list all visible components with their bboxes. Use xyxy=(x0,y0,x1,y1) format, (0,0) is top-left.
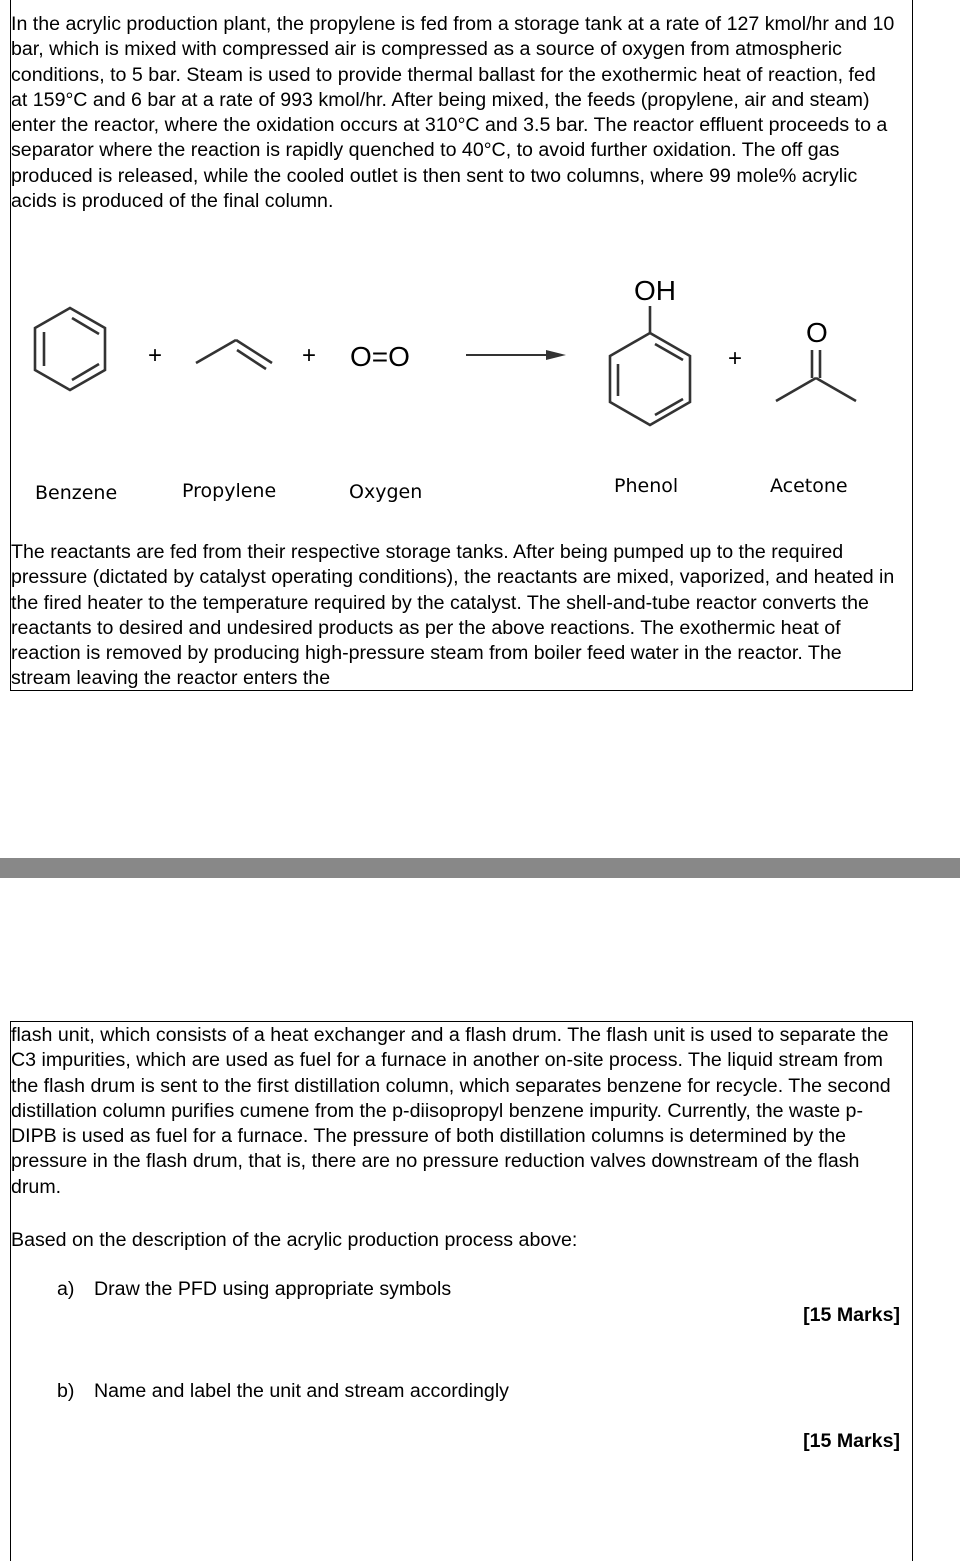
plus-sign-1: + xyxy=(148,342,163,369)
reaction-scheme xyxy=(0,260,960,450)
acetone-structure xyxy=(776,350,856,401)
propylene-structure xyxy=(196,340,272,369)
oxygen-formula: O=O xyxy=(350,341,410,372)
page-divider xyxy=(0,858,960,878)
phenol-oh-label: OH xyxy=(634,275,676,306)
reaction-arrow xyxy=(466,350,566,360)
flash-unit-paragraph: flash unit, which consists of a heat exchanger and a flash drum. The flash unit is used to separate the C3 impurities, which are used as fuel for a furnace in another on-site process. The liquid stream from the flash drum is sent to the first distillation column, which separates benzene for recycle. The second distillation column purifies cumene from the p-diisopropyl benzene impurity. Currently, the waste p-DIPB is used as fuel for a furnace. The pressure of both distillation columns is determined by the pressure in the flash drum, that is, there are no pressure reduction valves downstream of the flash drum. xyxy=(11,1024,891,1198)
propylene-label: Propylene xyxy=(182,480,277,502)
oxygen-label: Oxygen xyxy=(349,481,423,503)
question-b-label: b) xyxy=(57,1380,75,1402)
question-b-marks: [15 Marks] xyxy=(803,1430,900,1452)
plus-sign-2: + xyxy=(302,342,317,369)
benzene-label: Benzene xyxy=(35,482,118,504)
phenol-label: Phenol xyxy=(614,475,679,497)
question-a-text: Draw the PFD using appropriate symbols xyxy=(94,1278,452,1300)
question-prompt: Based on the description of the acrylic production process above: xyxy=(11,1229,578,1251)
acetone-label: Acetone xyxy=(770,475,848,497)
question-b xyxy=(57,1379,509,1404)
question-a-label: a) xyxy=(57,1278,75,1300)
plus-sign-3: + xyxy=(728,345,743,372)
acetone-o-label: O xyxy=(806,317,828,348)
intro-paragraph: In the acrylic production plant, the propylene is fed from a storage tank at a rate of 127 kmol/hr and 10 bar, which is mixed with compressed air is compressed as a source of oxygen from atmospheric conditions, to 5 bar. Steam is used to provide thermal ballast for the exothermic heat of reaction, fed at 159°C and 6 bar at a rate of 993 kmol/hr. After being mixed, the feeds (propylene, air and steam) enter the reactor, where the oxidation occurs at 310°C and 3.5 bar. The reactor effluent proceeds to a separator where the reaction is rapidly quenched to 40°C, to avoid further oxidation. The off gas produced is released, while the cooled outlet is then sent to two columns, where 99 mole% acrylic acids is produced of the final column. xyxy=(11,13,895,213)
benzene-structure xyxy=(35,308,105,390)
question-a-marks: [15 Marks] xyxy=(803,1304,900,1326)
phenol-structure xyxy=(610,306,690,425)
process-paragraph: The reactants are fed from their respective storage tanks. After being pumped up to the required pressure (dictated by catalyst operating conditions), the reactants are mixed, vaporized, and heated in the fired heater to the temperature required by the catalyst. The shell-and-tube reactor converts the reactants to desired and undesired products as per the above reactions. The exothermic heat of reaction is removed by producing high-pressure steam from boiler feed water in the reactor. The stream leaving the reactor enters the xyxy=(11,541,895,690)
question-b-text: Name and label the unit and stream accordingly xyxy=(94,1380,509,1402)
question-a xyxy=(57,1277,451,1302)
